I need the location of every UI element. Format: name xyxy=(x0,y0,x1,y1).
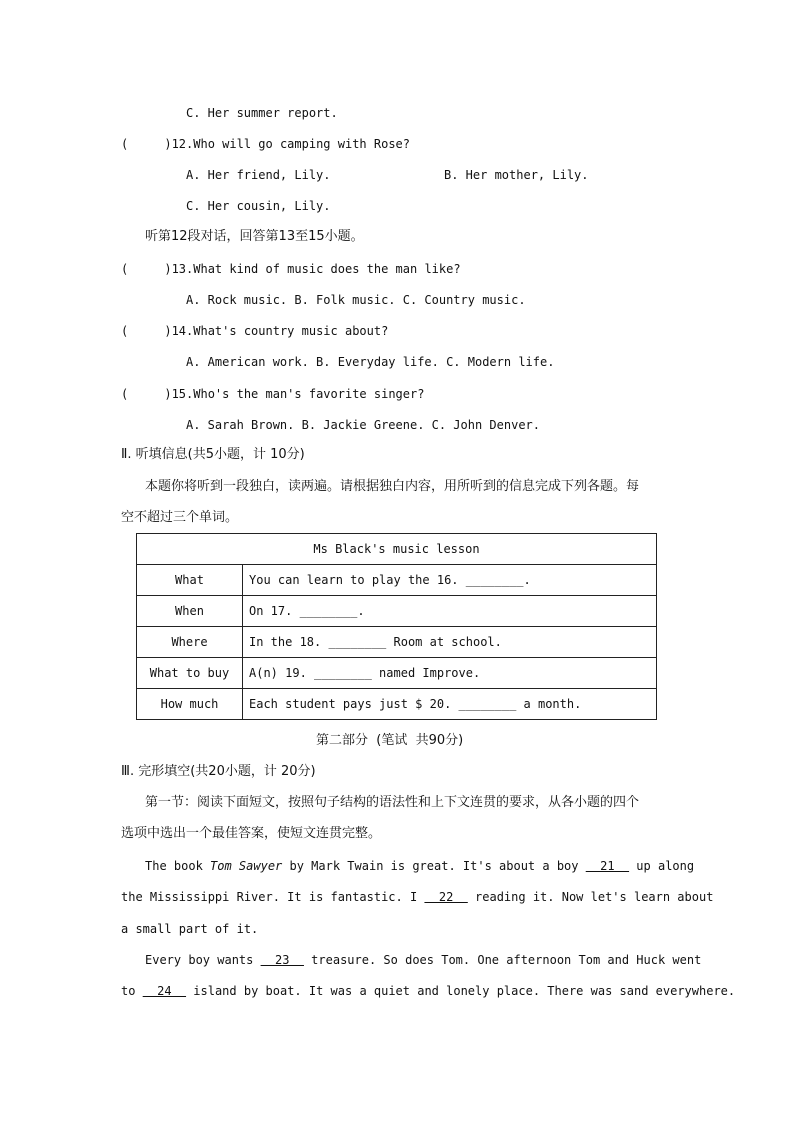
passage-line: a small part of it. xyxy=(121,922,259,936)
passage-line xyxy=(121,983,735,999)
blank-23[interactable]: 23 xyxy=(260,953,304,967)
answer-bracket[interactable]: ( )12. xyxy=(121,137,194,151)
passage-line xyxy=(145,952,701,968)
question-stem: What kind of music does the man like? xyxy=(193,262,461,276)
passage-line xyxy=(121,889,713,905)
table-row xyxy=(137,627,657,658)
passage-text: to xyxy=(121,984,143,998)
table-row-blank-18[interactable]: In the 18. ________ Room at school. xyxy=(243,627,657,658)
table-row-blank-17[interactable]: On 17. ________. xyxy=(243,596,657,627)
part-2-title: 第二部分 (笔试 共90分) xyxy=(316,733,464,748)
table-row xyxy=(137,689,657,720)
q15-options: A. Sarah Brown. B. Jackie Greene. C. John Denver. xyxy=(186,418,541,432)
table-row-label: What to buy xyxy=(137,658,243,689)
answer-bracket[interactable]: ( )14. xyxy=(121,324,194,338)
table-row-label: How much xyxy=(137,689,243,720)
blank-22[interactable]: 22 xyxy=(424,890,468,904)
book-title: Tom Sawyer xyxy=(210,859,283,873)
blank-21[interactable]: 21 xyxy=(585,859,630,873)
blank-24[interactable]: 24 xyxy=(142,984,187,998)
table-row-label: What xyxy=(137,565,243,596)
q13-options: A. Rock music. B. Folk music. C. Country music. xyxy=(186,293,526,307)
question-stem: What's country music about? xyxy=(193,324,389,338)
table-row-label: When xyxy=(137,596,243,627)
dialogue-12-instruction: 听第12段对话，回答第13至15小题。 xyxy=(145,229,364,244)
passage-text: Every boy wants xyxy=(145,953,261,967)
question-stem: Who will go camping with Rose? xyxy=(193,137,410,151)
passage-line xyxy=(145,858,694,874)
table-title-row xyxy=(137,534,657,565)
q14-options: A. American work. B. Everyday life. C. Modern life. xyxy=(186,355,555,369)
answer-bracket[interactable]: ( )15. xyxy=(121,387,194,401)
passage-text: the Mississippi River. It is fantastic. I xyxy=(121,890,425,904)
table-row-label: Where xyxy=(137,627,243,658)
table-row-blank-16[interactable]: You can learn to play the 16. ________. xyxy=(243,565,657,596)
table-row-blank-20[interactable]: Each student pays just $ 20. ________ a month. xyxy=(243,689,657,720)
table-row xyxy=(137,596,657,627)
section-3-instruction-cont: 选项中选出一个最佳答案，使短文连贯完整。 xyxy=(121,826,382,841)
section-2-instruction: 本题你将听到一段独白，读两遍。请根据独白内容，用所听到的信息完成下列各题。每 xyxy=(145,479,640,494)
section-3-heading: Ⅲ. 完形填空(共20小题，计 20分) xyxy=(121,764,316,779)
section-2-heading: Ⅱ. 听填信息(共5小题，计 10分) xyxy=(121,447,305,462)
question-stem: Who's the man's favorite singer? xyxy=(193,387,425,401)
table-title: Ms Black's music lesson xyxy=(137,534,657,565)
info-table xyxy=(136,533,657,720)
q12-option-b: B. Her mother, Lily. xyxy=(444,168,589,182)
section-3-instruction: 第一节：阅读下面短文，按照句子结构的语法性和上下文连贯的要求，从各小题的四个 xyxy=(145,795,640,810)
table-row-blank-19[interactable]: A(n) 19. ________ named Improve. xyxy=(243,658,657,689)
table-row xyxy=(137,565,657,596)
passage-text: The book xyxy=(145,859,211,873)
passage-text: reading it. Now let's learn about xyxy=(467,890,714,904)
q12-option-a: A. Her friend, Lily. xyxy=(186,168,331,182)
passage-text: island by boat. It was a quiet and lonely place. There was sand everywhere. xyxy=(186,984,736,998)
passage-text: by Mark Twain is great. It's about a boy xyxy=(282,859,586,873)
q13-question xyxy=(121,261,461,277)
q14-question xyxy=(121,323,388,339)
q12-option-c: C. Her cousin, Lily. xyxy=(186,199,331,213)
passage-text: up along xyxy=(629,859,695,873)
q12-question xyxy=(121,136,410,152)
passage-text: treasure. So does Tom. One afternoon Tom and Huck went xyxy=(303,953,702,967)
section-2-instruction-cont: 空不超过三个单词。 xyxy=(121,510,239,525)
q11-option-c: C. Her summer report. xyxy=(186,106,338,120)
q15-question xyxy=(121,386,424,402)
table-row xyxy=(137,658,657,689)
answer-bracket[interactable]: ( )13. xyxy=(121,262,194,276)
